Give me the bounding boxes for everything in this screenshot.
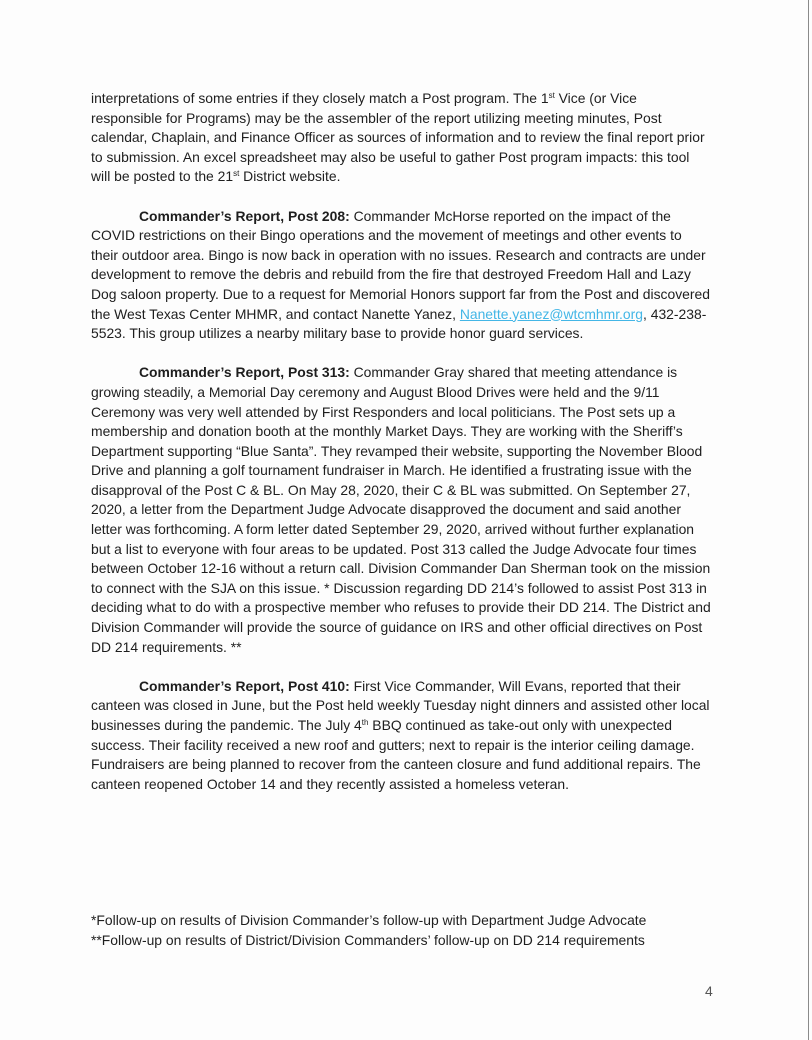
post-410-heading: Commander’s Report, Post 410:: [139, 677, 350, 694]
post-313-heading: Commander’s Report, Post 313:: [139, 364, 350, 381]
footnotes: [91, 911, 711, 950]
post-410-paragraph: [91, 677, 711, 795]
email-link[interactable]: Nanette.yanez@wtcmhmr.org: [459, 305, 643, 322]
post-208-text-after: , 432-238-5523. This group utilizes a nearby military base to provide honor guard services.: [91, 305, 707, 342]
intro-paragraph: [91, 89, 711, 187]
intro-text-3: District website.: [239, 168, 341, 185]
post-208-heading: Commander’s Report, Post 208:: [139, 207, 350, 224]
post-313-text: Commander Gray shared that meeting attendance is growing steadily, a Memorial Day ceremony and August Blood Drives were held and the 9/11 Ceremony was very well attended by First Responders and local politicians. The Post sets up a membership and donation booth at the monthly Market Days. They are working with the Sheriff’s Department supporting “Blue Santa”. They revamped their website, supporting the November Blood Drive and planning a golf tournament fundraiser in March. He identified a frustrating issue with the disapproval of the Post C & BL. On May 28, 2020, their C & BL was submitted. On September 27, 2020, a letter from the Department Judge Advocate disapproved the document and said another letter was forthcoming. A form letter dated September 29, 2020, arrived without further explanation but a list to everyone with four areas to be updated. Post 313 called the Judge Advocate four times between October 12-16 without a return call. Division Commander Dan Sherman took on the mission to connect with the SJA on this issue. * Discussion regarding DD 214’s followed to assist Post 313 in deciding what to do with a prospective member who refuses to provide their DD 214. The District and Division Commander will provide the source of guidance on IRS and other official directives on Post DD 214 requirements. **: [91, 364, 711, 655]
intro-text-1: interpretations of some entries if they closely match a Post program. The 1: [91, 90, 549, 106]
footnote-2: **Follow-up on results of District/Division Commanders’ follow-up on DD 214 requirements: [91, 931, 645, 948]
page-number: 4: [705, 983, 713, 999]
post-410-text-2: BBQ continued as take-out only with unexpected success. Their facility received a new roof and gutters; next to repair is the interior ceiling damage. Fundraisers are being planned to recover from the canteen closure and fund additional repairs. The canteen reopened October 14 and they recently assisted a homeless veteran.: [91, 717, 701, 792]
post-208-text: Commander McHorse reported on the impact of the COVID restrictions on their Bingo operations and the movement of meetings and other events to their outdoor area. Bingo is now back in operation with no issues. Research and contracts are under development to remove the debris and rebuild from the fire that destroyed Freedom Hall and Lazy Dog saloon property. Due to a request for Memorial Honors support far from the Post and discovered the West Texas Center MHMR, and contact Nanette Yanez,: [91, 207, 710, 322]
intro-sup-1: st: [548, 91, 555, 100]
post-410-text-1: First Vice Commander, Will Evans, reported that their canteen was closed in June, but the Post held weekly Tuesday night dinners and assisted other local businesses during the pandemic. The July 4: [91, 677, 710, 733]
post-208-paragraph: [91, 207, 711, 344]
intro-text-2: Vice (or Vice responsible for Programs) may be the assembler of the report utilizing meeting minutes, Post calendar, Chaplain, and Finance Officer as sources of information and to review the final report prior to submission. An excel spreadsheet may also be useful to gather Post program impacts: this tool will be posted to the 21: [91, 90, 705, 185]
intro-sup-2: st: [233, 169, 240, 179]
scan-edge-line: [808, 0, 809, 1040]
document-body: [91, 89, 711, 814]
post-313-paragraph: [91, 363, 711, 657]
post-410-sup: th: [361, 718, 369, 727]
footnote-1: *Follow-up on results of Division Commander’s follow-up with Department Judge Advocate: [91, 912, 647, 928]
